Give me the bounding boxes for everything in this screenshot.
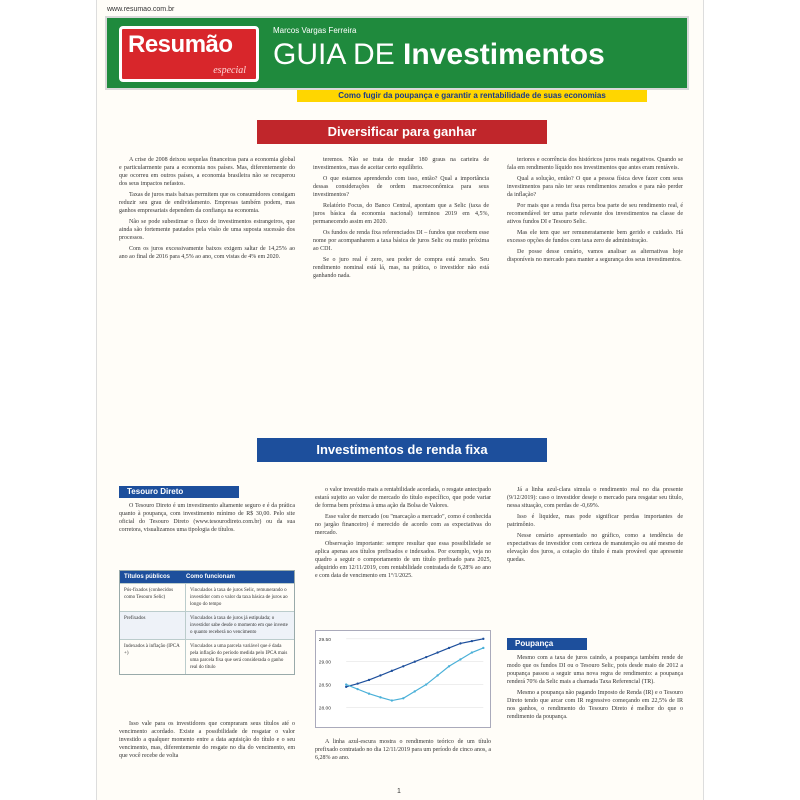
text-column-3b xyxy=(507,486,683,632)
page-number: 1 xyxy=(397,788,401,795)
y-tick-label: 29.50 xyxy=(318,637,331,643)
paragraph: Com os juros excessivamente baixos exigem saltar de 14,25% ao ano ao final de 2016 para 4,5% ao ano, com vistas de 4% em 2020. xyxy=(119,246,295,260)
paragraph: Observação importante: sempre resultar que essa possibilidade se aplica apenas aos títulos prefixados e indexados. Por exemplo, veja no quadro a seguir o comportamento de um título prefixado para 2025, adquirido em 12/11/2019, com rentabilidade contratada de 6,28% ao ano e com data de vencimento em 1º/1/2025. xyxy=(315,541,491,579)
data-point xyxy=(425,656,427,658)
logo-main: Resumão xyxy=(128,31,233,58)
data-point xyxy=(425,683,427,685)
paragraph: Os fundos de renda fixa referenciados DI – fundos que recebem esse nome por acompanharem a taxa básica de juros Selic ou muito próxima ao CDI. xyxy=(313,230,489,252)
data-point xyxy=(345,683,347,685)
data-point xyxy=(402,697,404,699)
data-point xyxy=(448,647,450,649)
data-point xyxy=(436,674,438,676)
title-bold: Investimentos xyxy=(403,38,605,71)
paragraph: Não se pode subestimar o fluxo de investimentos estrangeiros, que ainda são fortemente pautados pela visão de uma suposta sucessão dos processos. xyxy=(119,219,295,241)
data-point xyxy=(471,651,473,653)
text-column-2 xyxy=(313,156,489,426)
data-point xyxy=(436,651,438,653)
paragraph: O que estamos aprendendo com isso, então? Qual a importância dessas considerações de ordem macroeconômica para seus investimentos? xyxy=(313,176,489,198)
section-heading-diversificar: Diversificar para ganhar xyxy=(257,120,547,144)
paragraph: Mas ele tem que ser remuneratamente bem gerido e cuidado. Há excesso opções de fundos com taxa zero de administração. xyxy=(507,230,683,244)
data-point xyxy=(356,682,358,684)
section-heading-renda-fixa: Investimentos de renda fixa xyxy=(257,438,547,462)
data-point xyxy=(448,665,450,667)
table-cell: Vinculados a uma parcela variável que é dada pela inflação do período medida pelo IPCA mais uma parcela fixa que será considerada o ganho real do título xyxy=(190,644,288,670)
table-cell: Prefixados xyxy=(120,612,186,639)
site-url: www.resumao.com.br xyxy=(107,6,175,13)
rentabilidade-line-chart xyxy=(315,630,491,728)
paragraph: o valor investido mais a rentabilidade acordada, o resgate antecipado estará sujeito ao valor de mercado do título específico, que pode variar de forma bem próxima à uma ação da Bolsa de Valores. xyxy=(315,487,491,509)
paragraph: teriores e ocorrência dos históricos juros reais negativos. Quando se fala em rendimento líquido nos investimentos que antes eram rentáveis. xyxy=(507,157,683,171)
data-point xyxy=(414,661,416,663)
reference-sheet xyxy=(96,0,704,800)
table-row xyxy=(120,583,294,611)
data-point xyxy=(368,679,370,681)
data-point xyxy=(482,647,484,649)
paragraph: Esse valor de mercado (ou "marcação a mercado", como é conhecida no jargão financeiro) é merecido de acordo com as expectativas do mercado. xyxy=(315,514,491,536)
text-column-1b xyxy=(119,720,295,782)
title-light: GUIA DE xyxy=(273,38,395,71)
data-point xyxy=(379,674,381,676)
poupanca-text xyxy=(507,654,683,782)
paragraph: Relatório Focus, do Banco Central, apontam que a Selic (taxa de juros básica da economia nacional) terminou 2019 em 4,5%, permanecendo assim em 2020. xyxy=(313,203,489,225)
paragraph: Mesmo com a taxa de juros caindo, a poupança também rende de modo que os fundos DI ou o Tesouro Selic, pois desde maio de 2012 a poupança passou a seguir uma nova regra de rendimento: a poupança renderá 70% da Selic mais a chamada Taxa Referencial (TR). xyxy=(507,655,683,685)
data-point xyxy=(414,690,416,692)
data-point xyxy=(379,696,381,698)
paragraph: A linha azul-escura mostra o rendimento teórico de um título prefixado contratado no dia 12/11/2019 para um período de cinco anos, a 6,28% ao ano. xyxy=(315,739,491,761)
table-header xyxy=(120,571,294,583)
table-cell: Vinculados à taxa de juros Selic, remunerando o investidor com o valor da taxa básica de juros ao longo do tempo xyxy=(190,588,288,607)
paragraph: Se o juro real é zero, seu poder de compra está zerado. Seu rendimento nominal está lá, mas, na prática, o investidor não está ganhando nada. xyxy=(313,257,489,279)
text-column-3 xyxy=(507,156,683,426)
data-point xyxy=(482,638,484,640)
paragraph: Isso vale para os investidores que compraram seus títulos até o vencimento acordado. Existe a possibilidade de resgatar o valor investido a qualquer momento entre a data aquisição do título e o seu vencimento, mas, diferentemente do resgate no dia do vencimento, em que você recebe de volta xyxy=(119,721,295,759)
brand-logo xyxy=(119,26,259,82)
paragraph: Nesse cenário apresentado no gráfico, como a tendência de expectativas de investidor com certeza de manutenção ou até mesmo de elevação dos juros, a cotação do título é mais provável que apresente quedas. xyxy=(507,533,683,563)
y-tick-label: 28.50 xyxy=(318,683,331,689)
paragraph: De posse desse cenário, vamos analisar as alternativas hoje disponíveis no mercado para manter a segurança dos seus investimentos. xyxy=(507,249,683,263)
text-column-2b xyxy=(315,486,491,626)
data-point xyxy=(471,640,473,642)
paragraph: teremos. Não se trata de mudar 180 graus na carteira de investimentos, mas de aceitar certo equilíbrio. xyxy=(313,157,489,171)
text-column-1 xyxy=(119,156,295,426)
data-point xyxy=(459,658,461,660)
series-line-light xyxy=(346,648,483,701)
data-point xyxy=(356,688,358,690)
logo-sub: especial xyxy=(213,65,246,76)
tesouro-paragraph: O Tesouro Direto é um investimento altamente seguro e é da prática quanto à poupança, com investimento mínimo de R$ 30,00. Pelo site oficial do Tesouro Direto (www.tesourodireto.com.br) ou da sua corretora, visualizamos uma tipologia de títulos. xyxy=(119,503,295,533)
data-point xyxy=(391,670,393,672)
paragraph: Taxas de juros mais baixas permitem que os consumidores consigam reduzir seu grau de endividamento. Empresas também podem, mas ganhos empresariais dependem da confiança na economia. xyxy=(119,192,295,214)
table-cell: Indexados à inflação (IPCA +) xyxy=(120,640,186,674)
tesouro-direto-heading: Tesouro Direto xyxy=(119,486,239,498)
paragraph: Isso é liquidez, mas pode significar perdas importantes de patrimônio. xyxy=(507,514,683,528)
table-header-cell: Títulos públicos xyxy=(124,574,170,580)
header-banner xyxy=(105,16,689,90)
page-title xyxy=(273,38,605,72)
paragraph: Por mais que a renda fixa perca boa parte de seu rendimento real, é recomendável ter uma parte relevante dos investimentos na classe de ativos fundos DI e Tesouro Selic. xyxy=(507,203,683,225)
table-cell: Pós-fixados (conhecidos como Tesouro Selic) xyxy=(120,584,186,611)
paragraph: A crise de 2008 deixou sequelas financeiras para a economia global e particularmente para a economia nos países. Mas, diferentemente do que ocorreu em outros países, a economia brasileira não se recuperou dos seus impactos nefastos. xyxy=(119,157,295,187)
table-cell: Vinculados à taxa de juros já estipulada; o investidor sabe desde o momento em que investe o quanto receberá no vencimento xyxy=(190,616,288,635)
y-tick-label: 28.00 xyxy=(318,706,331,712)
y-tick-label: 29.00 xyxy=(318,660,331,666)
poupanca-heading: Poupança xyxy=(507,638,587,650)
data-point xyxy=(459,642,461,644)
data-point xyxy=(402,665,404,667)
tesouro-direto-text xyxy=(119,502,295,566)
paragraph: Mesmo a poupança não pagando Imposto de Renda (IR) e o Tesouro Direto tendo que arcar com IR regressivo começando em 22,5% de IR nos ganhos, o rendimento do Tesouro Direto é melhor do que o rendimento da poupança. xyxy=(507,690,683,720)
table-row xyxy=(120,611,294,639)
data-point xyxy=(345,686,347,688)
paragraph: Qual a solução, então? O que a pessoa física deve fazer com seus investimentos para não ter seus rendimentos zerados e para não perder da inflação? xyxy=(507,176,683,198)
titulos-table xyxy=(119,570,295,675)
data-point xyxy=(391,699,393,701)
subtitle-banner: Como fugir da poupança e garantir a rentabilidade de suas economias xyxy=(297,90,647,102)
data-point xyxy=(368,693,370,695)
table-row xyxy=(120,639,294,674)
author-name: Marcos Vargas Ferreira xyxy=(273,26,357,35)
paragraph: Já a linha azul-clara simula o rendimento real no dia presente (9/12/2019): caso o investidor deseje o mercado para resgatar seu título, nessa situação, com perdas de -0,69%. xyxy=(507,487,683,509)
table-header-cell: Como funcionam xyxy=(186,574,235,580)
text-column-2c xyxy=(315,738,491,782)
